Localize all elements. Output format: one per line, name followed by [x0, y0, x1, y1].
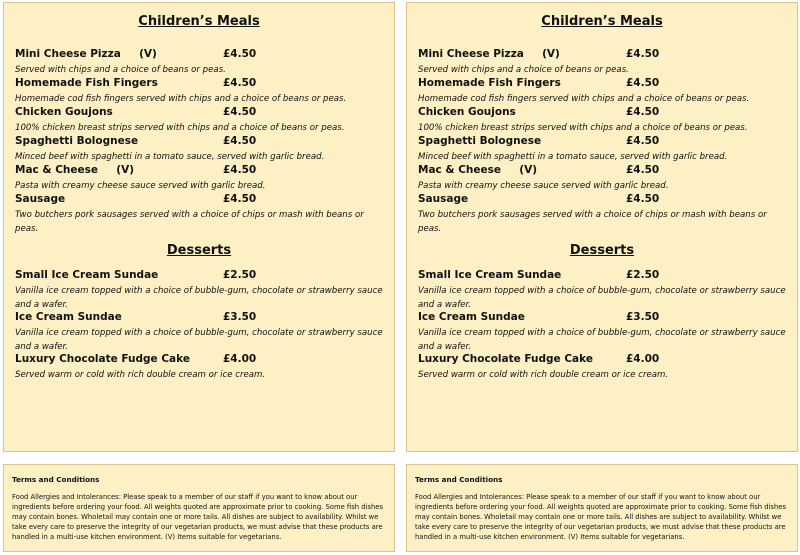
item-description: Vanilla ice cream topped with a choice of bubble-gum, chocolate or strawberry sauce and a wafer.: [15, 286, 383, 310]
item-description: Pasta with creamy cheese sauce served with garlic bread.: [418, 181, 669, 191]
item-description: Two butchers pork sausages served with a choice of chips or mash with beans or peas.: [418, 210, 767, 234]
item-description: Minced beef with spaghetti in a tomato sauce, served with garlic bread.: [418, 152, 728, 162]
item-name: Luxury Chocolate Fudge Cake: [418, 353, 593, 365]
terms-body: Food Allergies and Intolerances: Please speak to a member of our staff if you want to know about our ingredients before ordering your food. All weights quoted are approximate prior to cooking. Some fish dishes may contain bones. Wholetail may contain one or more tails. All dishes are subject to availability. Whilst we take every care to preserve the integrity of our vegetarian products, we must advise that these products are handled in a multi-use kitchen environment. (V) Items suitable for vegetarians.: [12, 493, 383, 541]
item-name: Sausage: [418, 193, 469, 205]
item-price: £4.00: [223, 353, 257, 365]
terms-heading: Terms and Conditions: [415, 475, 503, 484]
item-name: Mac & Cheese (V): [418, 164, 538, 176]
item-price: £4.50: [223, 135, 257, 147]
item-name: Spaghetti Bolognese: [15, 135, 139, 147]
item-description: Vanilla ice cream topped with a choice of bubble-gum, chocolate or strawberry sauce and a wafer.: [15, 328, 383, 352]
item-name: Small Ice Cream Sundae: [418, 269, 562, 281]
item-price: £4.50: [223, 77, 257, 89]
item-price: £2.50: [223, 269, 257, 281]
item-name: Homemade Fish Fingers: [15, 77, 158, 89]
terms-body: Food Allergies and Intolerances: Please speak to a member of our staff if you want to know about our ingredients before ordering your food. All weights quoted are approximate prior to cooking. Some fish dishes may contain bones. Wholetail may contain one or more tails. All dishes are subject to availability. Whilst we take every care to preserve the integrity of our vegetarian products, we must advise that these products are handled in a multi-use kitchen environment. (V) Items suitable for vegetarians.: [415, 493, 786, 541]
item-description: Homemade cod fish fingers served with chips and a choice of beans or peas.: [418, 94, 750, 104]
item-price: £3.50: [223, 311, 257, 323]
item-description: Two butchers pork sausages served with a choice of chips or mash with beans or peas.: [15, 210, 364, 234]
menu-panel-right: [406, 2, 798, 452]
menu-panel-left: [3, 2, 395, 452]
terms-heading: Terms and Conditions: [12, 475, 100, 484]
item-price: £4.50: [626, 48, 660, 60]
item-name: Ice Cream Sundae: [418, 311, 525, 323]
item-description: 100% chicken breast strips served with chips and a choice of beans or peas.: [15, 123, 345, 133]
item-name: Mini Cheese Pizza (V): [15, 48, 157, 60]
item-name: Chicken Goujons: [15, 106, 113, 118]
item-name: Small Ice Cream Sundae: [15, 269, 159, 281]
terms-panel-left: [3, 464, 395, 552]
item-price: £4.50: [626, 193, 660, 205]
item-name: Mac & Cheese (V): [15, 164, 135, 176]
item-description: 100% chicken breast strips served with chips and a choice of beans or peas.: [418, 123, 748, 133]
item-description: Pasta with creamy cheese sauce served with garlic bread.: [15, 181, 266, 191]
item-price: £4.50: [626, 164, 660, 176]
item-price: £4.50: [626, 77, 660, 89]
item-price: £4.50: [626, 106, 660, 118]
item-description: Homemade cod fish fingers served with chips and a choice of beans or peas.: [15, 94, 347, 104]
item-name: Homemade Fish Fingers: [418, 77, 561, 89]
item-name: Sausage: [15, 193, 66, 205]
item-price: £4.50: [223, 193, 257, 205]
item-description: Vanilla ice cream topped with a choice of bubble-gum, chocolate or strawberry sauce and a wafer.: [418, 328, 786, 352]
item-description: Served with chips and a choice of beans or peas.: [418, 65, 629, 75]
childrens-meals-title: Children’s Meals: [541, 14, 663, 29]
item-price: £4.50: [626, 135, 660, 147]
item-description: Minced beef with spaghetti in a tomato sauce, served with garlic bread.: [15, 152, 325, 162]
item-price: £2.50: [626, 269, 660, 281]
item-name: Luxury Chocolate Fudge Cake: [15, 353, 190, 365]
item-price: £4.00: [626, 353, 660, 365]
item-name: Chicken Goujons: [418, 106, 516, 118]
item-price: £3.50: [626, 311, 660, 323]
item-price: £4.50: [223, 106, 257, 118]
item-price: £4.50: [223, 164, 257, 176]
terms-panel-right: [406, 464, 798, 552]
item-description: Served warm or cold with rich double cream or ice cream.: [15, 370, 266, 380]
item-description: Vanilla ice cream topped with a choice of bubble-gum, chocolate or strawberry sauce and a wafer.: [418, 286, 786, 310]
item-description: Served warm or cold with rich double cream or ice cream.: [418, 370, 669, 380]
item-price: £4.50: [223, 48, 257, 60]
item-name: Spaghetti Bolognese: [418, 135, 542, 147]
item-description: Served with chips and a choice of beans or peas.: [15, 65, 226, 75]
desserts-title: Desserts: [569, 243, 635, 258]
item-name: Ice Cream Sundae: [15, 311, 122, 323]
desserts-title: Desserts: [166, 243, 232, 258]
childrens-meals-title: Children’s Meals: [138, 14, 260, 29]
item-name: Mini Cheese Pizza (V): [418, 48, 560, 60]
